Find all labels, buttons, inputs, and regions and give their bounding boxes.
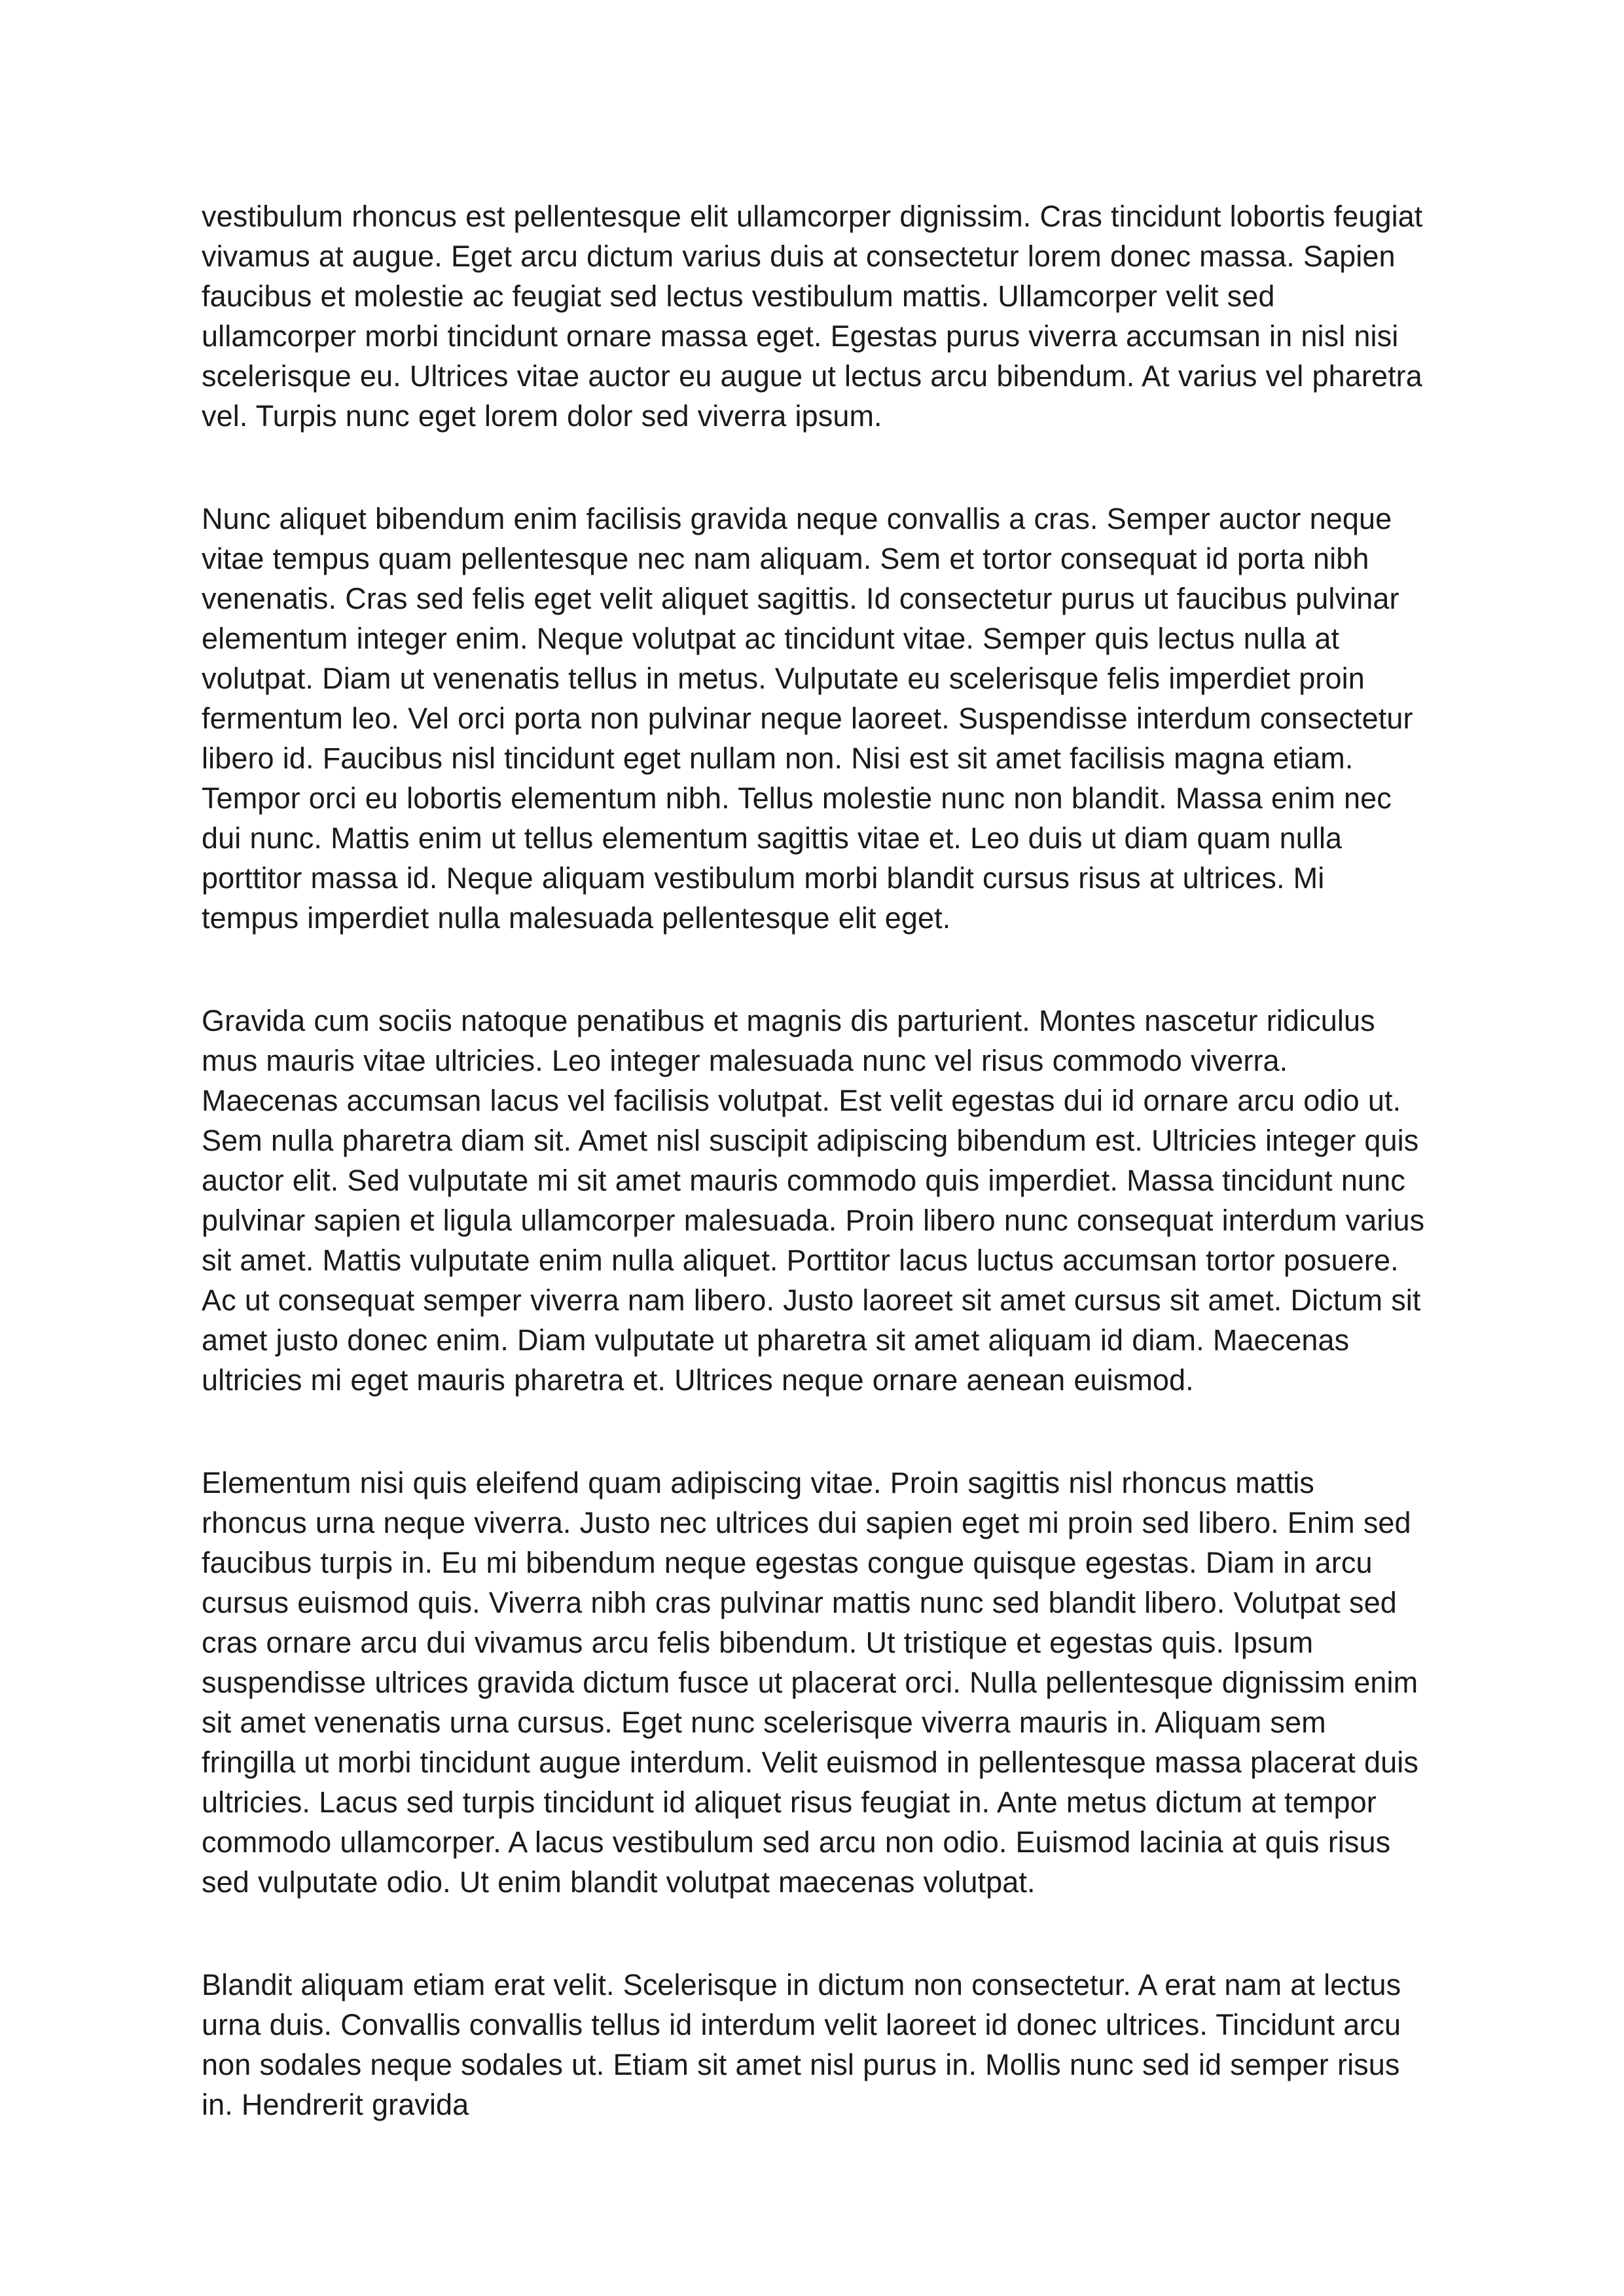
paragraph: Gravida cum sociis natoque penatibus et magnis dis parturient. Montes nascetur ridiculus mus mauris vitae ultricies. Leo integer malesuada nunc vel risus commodo viverra. Maecenas accumsan lacus vel facilisis volutpat. Est velit egestas dui id ornare arcu odio ut. Sem nulla pharetra diam sit. Amet nisl suscipit adipiscing bibendum est. Ultricies integer quis auctor elit. Sed vulputate mi sit amet mauris commodo quis imperdiet. Massa tincidunt nunc pulvinar sapien et ligula ullamcorper malesuada. Proin libero nunc consequat interdum varius sit amet. Mattis vulputate enim nulla aliquet. Porttitor lacus luctus accumsan tortor posuere. Ac ut consequat semper viverra nam libero. Justo laoreet sit amet cursus sit amet. Dictum sit amet justo donec enim. Diam vulputate ut pharetra sit amet aliquam id diam. Maecenas ultricies mi eget mauris pharetra et. Ultrices neque ornare aenean euismod. (202, 1004, 1425, 1397)
paragraph: vestibulum rhoncus est pellentesque elit ullamcorper dignissim. Cras tincidunt lobortis feugiat vivamus at augue. Eget arcu dictum varius duis at consectetur lorem donec massa. Sapien faucibus et molestie ac feugiat sed lectus vestibulum mattis. Ullamcorper velit sed ullamcorper morbi tincidunt ornare massa eget. Egestas purus viverra accumsan in nisl nisi scelerisque eu. Ultrices vitae auctor eu augue ut lectus arcu bibendum. At varius vel pharetra vel. Turpis nunc eget lorem dolor sed viverra ipsum. (202, 200, 1423, 433)
paragraph: Nunc aliquet bibendum enim facilisis gravida neque convallis a cras. Semper auctor neque vitae tempus quam pellentesque nec nam aliquam. Sem et tortor consequat id porta nibh venenatis. Cras sed felis eget velit aliquet sagittis. Id consectetur purus ut faucibus pulvinar elementum integer enim. Neque volutpat ac tincidunt vitae. Semper quis lectus nulla at volutpat. Diam ut venenatis tellus in metus. Vulputate eu scelerisque felis imperdiet proin fermentum leo. Vel orci porta non pulvinar neque laoreet. Suspendisse interdum consectetur libero id. Faucibus nisl tincidunt eget nullam non. Nisi est sit amet facilisis magna etiam. Tempor orci eu lobortis elementum nibh. Tellus molestie nunc non blandit. Massa enim nec dui nunc. Mattis enim ut tellus elementum sagittis vitae et. Leo duis ut diam quam nulla porttitor massa id. Neque aliquam vestibulum morbi blandit cursus risus at ultrices. Mi tempus imperdiet nulla malesuada pellentesque elit eget. (202, 502, 1413, 935)
paragraph: Elementum nisi quis eleifend quam adipiscing vitae. Proin sagittis nisl rhoncus mattis rhoncus urna neque viverra. Justo nec ultrices dui sapien eget mi proin sed libero. Enim sed faucibus turpis in. Eu mi bibendum neque egestas congue quisque egestas. Diam in arcu cursus euismod quis. Viverra nibh cras pulvinar mattis nunc sed blandit libero. Volutpat sed cras ornare arcu dui vivamus arcu felis bibendum. Ut tristique et egestas quis. Ipsum suspendisse ultrices gravida dictum fusce ut placerat orci. Nulla pellentesque dignissim enim sit amet venenatis urna cursus. Eget nunc scelerisque viverra mauris in. Aliquam sem fringilla ut morbi tincidunt augue interdum. Velit euismod in pellentesque massa placerat duis ultricies. Lacus sed turpis tincidunt id aliquet risus feugiat in. Ante metus dictum at tempor commodo ullamcorper. A lacus vestibulum sed arcu non odio. Euismod lacinia at quis risus sed vulputate odio. Ut enim blandit volutpat maecenas volutpat. (202, 1466, 1418, 1899)
document-body-text (202, 196, 1428, 2125)
paragraph: Blandit aliquam etiam erat velit. Scelerisque in dictum non consectetur. A erat nam at lectus urna duis. Convallis convallis tellus id interdum velit laoreet id donec ultrices. Tincidunt arcu non sodales neque sodales ut. Etiam sit amet nisl purus in. Mollis nunc sed id semper risus in. Hendrerit gravida (202, 1968, 1401, 2121)
